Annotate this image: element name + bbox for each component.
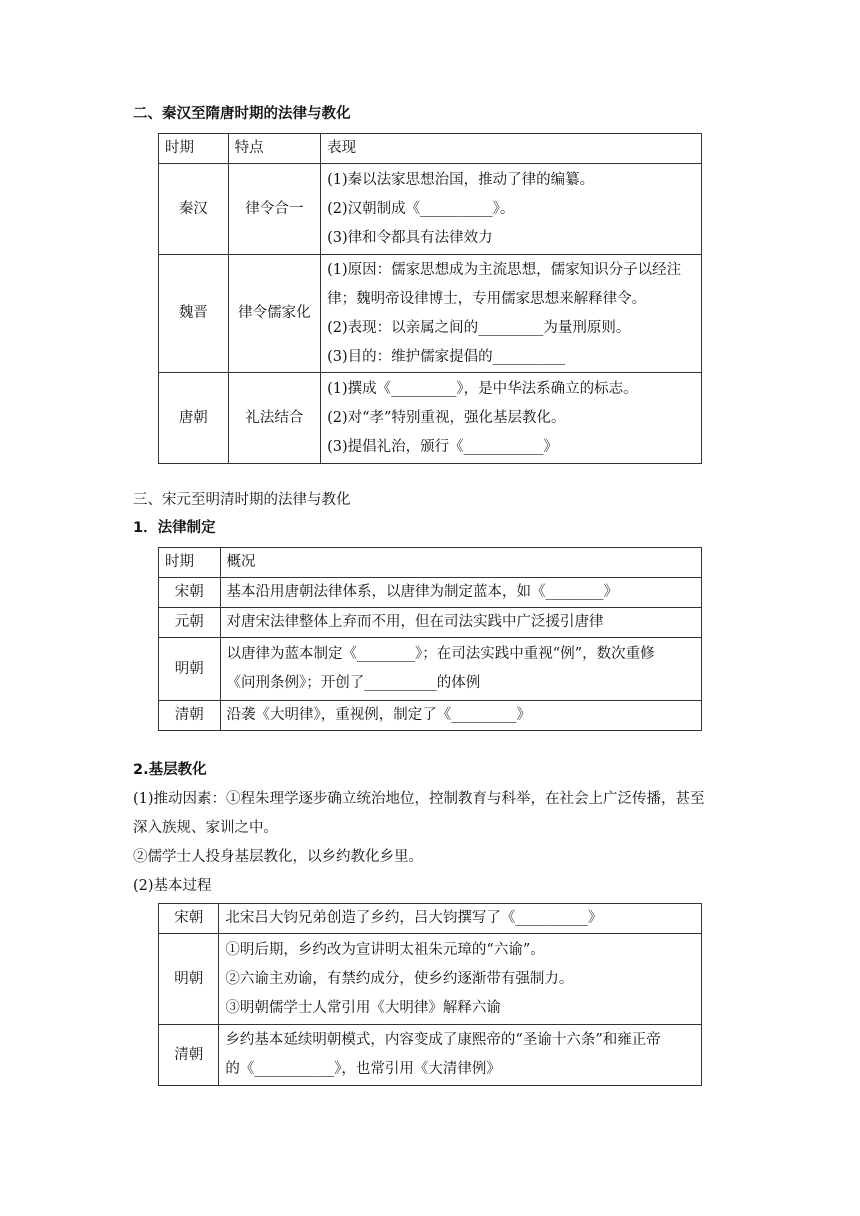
subsection-law-making: 1．法律制定 [133,520,216,536]
performance-line: (3)律和令都具有法律效力 [327,229,493,246]
performance-cell [321,255,702,373]
overview-line: 以唐律为蓝本制定《________》；在司法实践中重视“例”，数次重修 [226,646,655,662]
qin-han-sui-tang-table [158,133,702,464]
process-cell [219,1025,702,1086]
table-row [159,934,702,1025]
table-row [159,164,702,255]
performance-line: (2)表现：以亲属之间的_________为量刑原则。 [327,319,631,336]
table-row [159,373,702,464]
header-feature: 特点 [228,134,320,164]
performance-line: (2)对“孝”特别重视，强化基层教化。 [327,409,566,426]
overview-cell [220,608,701,638]
process-line: 的《___________》，也常引用《大清律例》 [225,1061,501,1077]
overview-line: 《问刑条例》；开创了__________的体例 [226,675,481,691]
paragraph-line: (2)基本过程 [133,878,212,894]
process-cell [219,934,702,1025]
table-header-row [159,134,702,164]
performance-line: (3)提倡礼治，颁行《___________》 [327,438,558,455]
paragraph-driving-factors [133,785,733,901]
process-line: 北宋吕大钧兄弟创造了乡约，吕大钧撰写了《__________》 [225,910,603,926]
table-row [159,638,702,701]
overview-cell [220,638,701,701]
table-row [159,701,702,731]
feature-cell: 礼法结合 [228,373,320,464]
header-performance: 表现 [321,134,702,164]
period-cell: 宋朝 [159,578,221,608]
performance-line: (1)撰成《_________》，是中华法系确立的标志。 [327,380,638,397]
period-cell: 魏晋 [159,255,229,373]
period-cell: 宋朝 [159,904,219,934]
table-row [159,904,702,934]
performance-line: 律；魏明帝设律博士，专用儒家思想来解释律令。 [327,290,647,307]
header-period: 时期 [159,134,229,164]
overview-cell [220,578,701,608]
paragraph-line: 深入族规、家训之中。 [133,820,278,836]
section-2-title: 二、秦汉至隋唐时期的法律与教化 [133,106,351,122]
performance-line: (3)目的：维护儒家提倡的__________ [327,348,566,365]
period-cell: 唐朝 [159,373,229,464]
period-cell: 明朝 [159,934,219,1025]
table-row [159,608,702,638]
overview-line: 对唐宋法律整体上弃而不用，但在司法实践中广泛援引唐律 [226,614,604,630]
period-cell: 清朝 [159,1025,219,1086]
process-line: ①明后期，乡约改为宣讲明太祖朱元璋的“六谕”。 [225,941,545,958]
process-line: 乡约基本延续明朝模式，内容变成了康熙帝的“圣谕十六条”和雍正帝 [225,1032,661,1048]
header-overview: 概况 [220,548,701,578]
table-header-row [159,548,702,578]
performance-line: (2)汉朝制成《__________》。 [327,200,515,217]
process-line: ③明朝儒学士人常引用《大明律》解释六谕 [225,999,501,1016]
section-3-title: 三、宋元至明清时期的法律与教化 [133,492,351,508]
paragraph-line: ②儒学士人投身基层教化，以乡约教化乡里。 [133,849,423,865]
overview-cell [220,701,701,731]
subsection-grassroots-education: 2.基层教化 [133,762,207,778]
paragraph-line: (1)推动因素：①程朱理学逐步确立统治地位，控制教育与科举，在社会上广泛传播，甚至 [133,791,705,807]
overview-line: 基本沿用唐朝法律体系，以唐律为制定蓝本，如《________》 [226,584,619,600]
period-cell: 元朝 [159,608,221,638]
process-line: ②六谕主劝谕，有禁约成分，使乡约逐渐带有强制力。 [225,970,574,987]
performance-cell [321,373,702,464]
table-row [159,255,702,373]
overview-line: 沿袭《大明律》，重视例，制定了《_________》 [226,707,532,723]
performance-line: (1)秦以法家思想治国，推动了律的编纂。 [327,171,595,188]
feature-cell: 律令合一 [228,164,320,255]
table-row [159,578,702,608]
basic-process-table [158,903,702,1086]
law-making-table [158,547,702,731]
table-row [159,1025,702,1086]
header-period: 时期 [159,548,221,578]
period-cell: 明朝 [159,638,221,701]
period-cell: 秦汉 [159,164,229,255]
feature-cell: 律令儒家化 [228,255,320,373]
performance-line: (1)原因：儒家思想成为主流思想，儒家知识分子以经注 [327,261,682,278]
process-cell [219,904,702,934]
performance-cell [321,164,702,255]
period-cell: 清朝 [159,701,221,731]
